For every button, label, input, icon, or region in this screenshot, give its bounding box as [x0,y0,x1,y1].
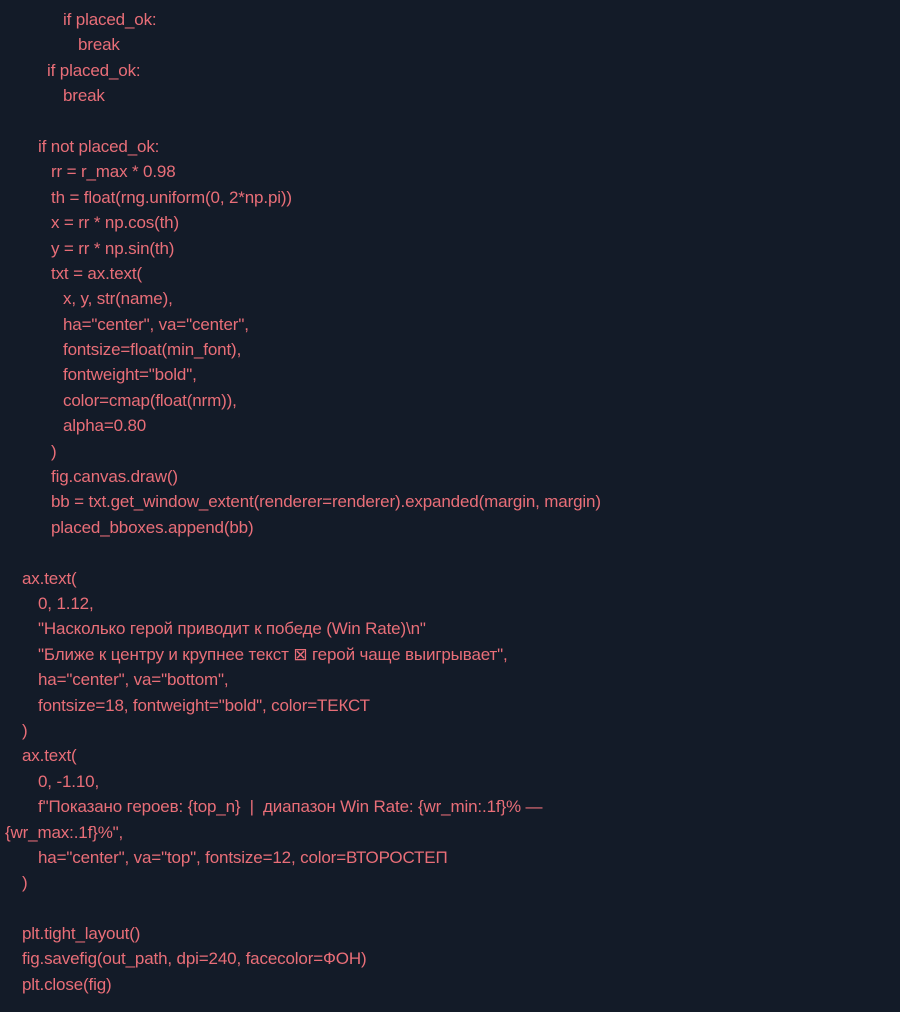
code-line: y = rr * np.sin(th) [51,238,175,258]
code-line: ) [22,720,28,740]
code-line: color=cmap(float(nrm)), [63,390,237,410]
code-line: 0, -1.10, [38,771,100,791]
code-line: ) [22,873,28,893]
code-line: break [78,35,120,55]
code-line: f"Показано героев: {top_n} | диапазон Win Rate: {wr_min:.1f}% — [38,797,543,817]
code-line: if placed_ok: [63,10,157,29]
code-line: rr = r_max * 0.98 [51,162,176,182]
code-line: break [63,86,105,106]
code-line: plt.tight_layout() [22,924,141,944]
code-line: fontweight="bold", [63,365,197,385]
code-line: fontsize=18, fontweight="bold", color=ТЕКСТ [38,695,370,715]
code-line: x, y, str(name), [63,289,173,309]
code-line: ha="center", va="top", fontsize=12, color=ВТОРОСТЕП [38,847,448,867]
code-line: ax.text( [22,746,77,766]
code-line: th = float(rng.uniform(0, 2*np.pi)) [51,187,292,207]
code-line: txt = ax.text( [51,263,142,283]
code-line-blank [0,540,900,565]
code-line-blank [0,109,900,134]
code-line: "Ближе к центру и крупнее текст ⊠ герой чаще выигрывает", [38,644,508,664]
code-line: ha="center", va="bottom", [38,670,229,690]
code-line: fig.savefig(out_path, dpi=240, facecolor=ФОН) [22,949,367,969]
code-line: if placed_ok: [47,60,141,80]
code-line: if not placed_ok: [38,136,160,156]
code-line: ha="center", va="center", [63,314,249,334]
code-line: "Насколько герой приводит к победе (Win Rate)\n" [38,619,426,639]
code-line: bb = txt.get_window_extent(renderer=renderer).expanded(margin, margin) [51,492,601,512]
code-line: x = rr * np.cos(th) [51,213,179,233]
code-line: fontsize=float(min_font), [63,340,242,360]
code-line: fig.canvas.draw() [51,467,178,487]
code-line: ) [51,441,57,461]
code-line: placed_bboxes.append(bb) [51,517,254,537]
code-line: ax.text( [22,568,77,588]
code-line: 0, 1.12, [38,593,94,613]
code-line: plt.close(fig) [22,974,112,994]
code-line: alpha=0.80 [63,416,147,436]
code-line-wrapped: {wr_max:.1f}%", [5,822,124,842]
code-line-blank [0,896,900,921]
